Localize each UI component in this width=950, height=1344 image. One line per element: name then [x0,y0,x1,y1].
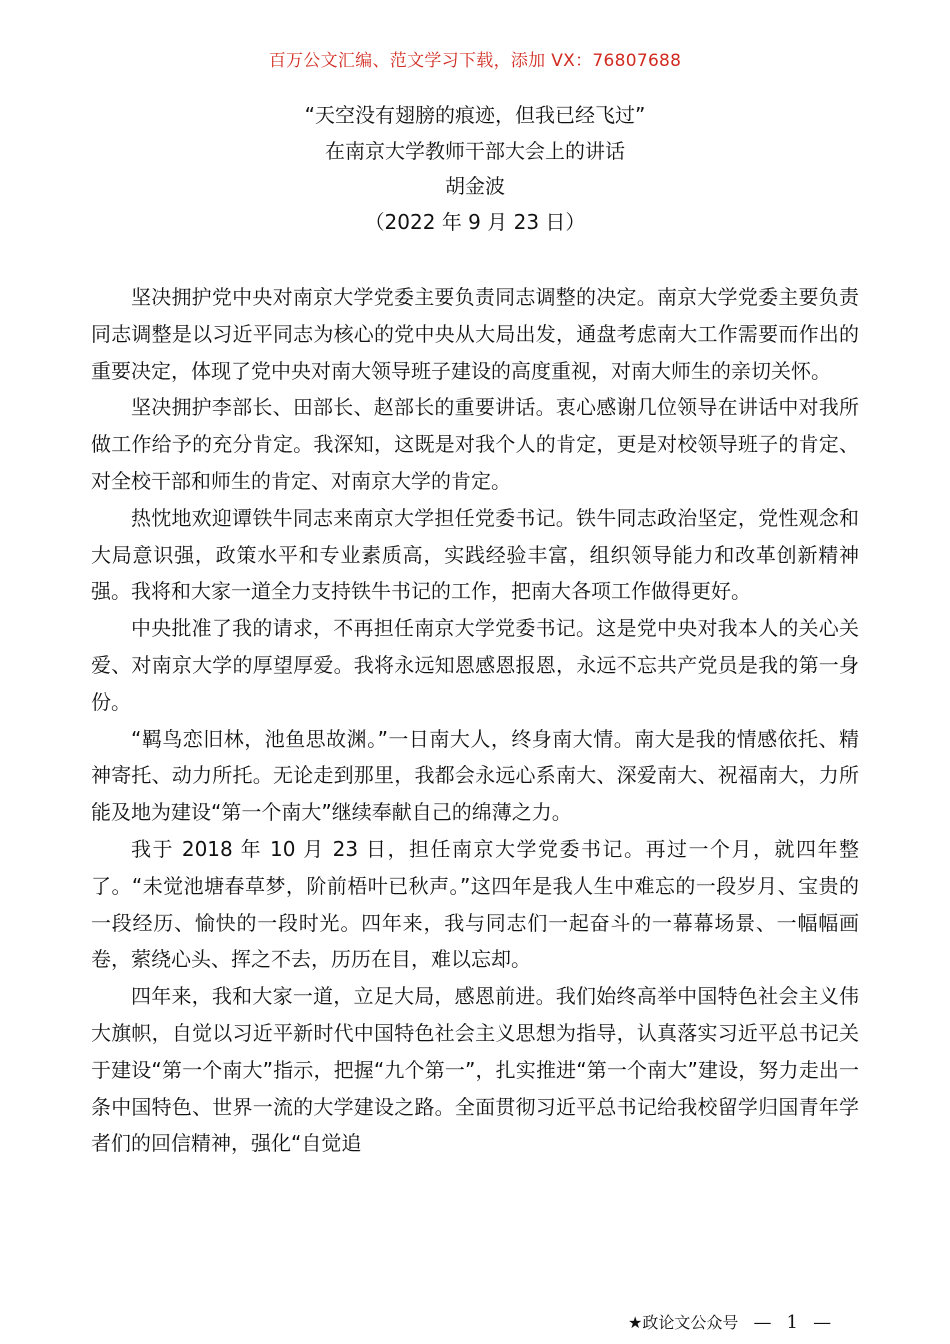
paragraph: 中央批准了我的请求，不再担任南京大学党委书记。这是党中央对我本人的关心关爱、对南京大学的厚望厚爱。我将永远知恩感恩报恩，永远不忘共产党员是我的第一身份。 [91,616,859,714]
paragraph: 我于 2018 年 10 月 23 日，担任南京大学党委书记。再过一个月，就四年整了。“未觉池塘春草梦，阶前梧叶已秋声。”这四年是我人生中难忘的一段岁月、宝贵的一段经历、愉快的一段时光。四年来，我与同志们一起奋斗的一幕幕场景、一幅幅画卷，萦绕心头、挥之不去，历历在目，难以忘却。 [91,836,859,972]
document-header [0,98,950,240]
document-title: “天空没有翅膀的痕迹，但我已经飞过” [304,103,646,127]
paragraph: 四年来，我和大家一道，立足大局，感恩前进。我们始终高举中国特色社会主义伟大旗帜，自觉以习近平新时代中国特色社会主义思想为指导，认真落实习近平总书记关于建设“第一个南大”指示，把握“九个第一”，扎实推进“第一个南大”建设，努力走出一条中国特色、世界一流的大学建设之路。全面贯彻习近平总书记给我校留学归国青年学者们的回信精神，强化“自觉追 [91,984,859,1156]
footer-source: ★政论文公众号 [628,1313,739,1332]
page-footer [628,1310,831,1333]
footer-dash-right: — [813,1312,832,1333]
footer-dash-left: — [753,1312,772,1333]
paragraph: 坚决拥护李部长、田部长、赵部长的重要讲话。衷心感谢几位领导在讲话中对我所做工作给予的充分肯定。我深知，这既是对我个人的肯定，更是对校领导班子的肯定、对全校干部和师生的肯定、对南京大学的肯定。 [91,395,859,493]
paragraph: 热忱地欢迎谭铁牛同志来南京大学担任党委书记。铁牛同志政治坚定，党性观念和大局意识强，政策水平和专业素质高，实践经验丰富，组织领导能力和改革创新精神强。我将和大家一道全力支持铁牛书记的工作，把南大各项工作做得更好。 [91,505,859,604]
paragraph: “羁鸟恋旧林，池鱼思故渊。”一日南大人，终身南大情。南大是我的情感依托、精神寄托、动力所托。无论走到那里，我都会永远心系南大、深爱南大、祝福南大，力所能及地为建设“第一个南大”继续奉献自己的绵薄之力。 [91,726,859,825]
document-body [91,279,859,1162]
author-name: 胡金波 [445,174,505,198]
paragraph: 坚决拥护党中央对南京大学党委主要负责同志调整的决定。南京大学党委主要负责同志调整是以习近平同志为核心的党中央从大局出发，通盘考虑南大工作需要而作出的重要决定，体现了党中央对南大领导班子建设的高度重视，对南大师生的亲切关怀。 [91,285,859,383]
page-number: 1 [786,1312,798,1333]
promo-banner: 百万公文汇编、范文学习下载，添加 VX：76807688 [268,51,682,71]
speech-date: （2022 年 9 月 23 日） [364,209,586,234]
document-subtitle: 在南京大学教师干部大会上的讲话 [325,138,625,163]
